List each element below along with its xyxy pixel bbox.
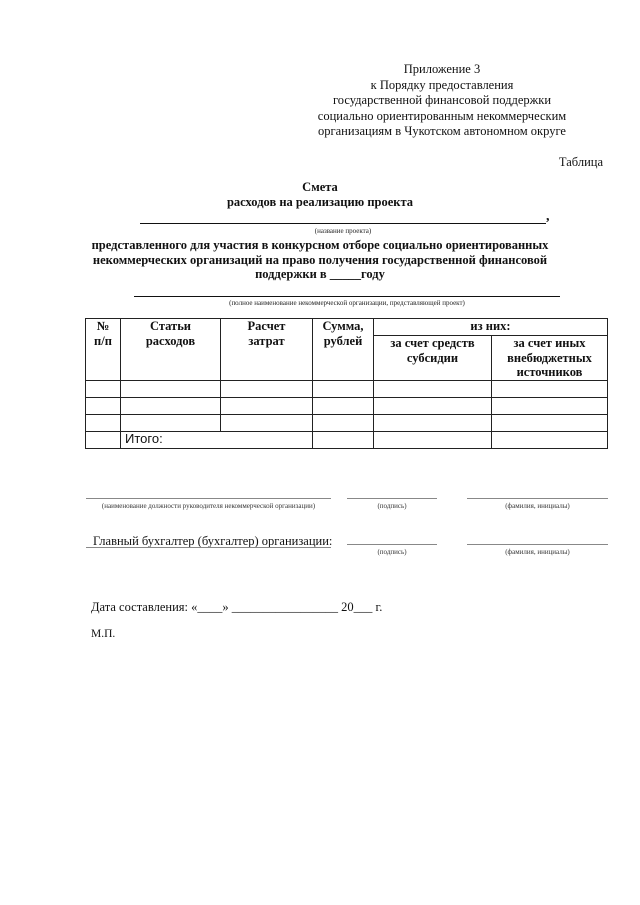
table-cell[interactable] bbox=[313, 414, 374, 431]
accountant-name-line[interactable] bbox=[467, 544, 608, 545]
table-cell[interactable] bbox=[313, 397, 374, 414]
table-label: Таблица bbox=[558, 155, 603, 169]
total-other-cell[interactable] bbox=[492, 431, 608, 448]
title-comma: , bbox=[546, 209, 550, 224]
organization-name-line[interactable] bbox=[134, 296, 560, 297]
head-name-caption: (фамилия, инициалы) bbox=[505, 502, 570, 510]
table-cell[interactable] bbox=[121, 414, 221, 431]
represented-line: некоммерческих организаций на право получения государственной финансовой bbox=[92, 252, 548, 267]
appendix-line: организациям в Чукотском автономном округе bbox=[318, 124, 566, 138]
accountant-name-caption: (фамилия, инициалы) bbox=[505, 548, 570, 556]
table-cell[interactable] bbox=[492, 380, 608, 397]
appendix-header bbox=[292, 62, 592, 140]
document-subtitle: расходов на реализацию проекта bbox=[226, 195, 414, 209]
head-position-line[interactable] bbox=[86, 498, 331, 499]
chief-accountant-label: Главный бухгалтер (бухгалтер) организации: bbox=[93, 534, 333, 548]
table-cell[interactable] bbox=[86, 431, 121, 448]
header-other-sources: за счет иных внебюджетных источников bbox=[492, 336, 608, 381]
table-cell[interactable] bbox=[492, 414, 608, 431]
date-line[interactable]: Дата составления: «____» _________________ 20___ г. bbox=[91, 600, 383, 614]
chief-accountant-underline bbox=[86, 547, 331, 548]
project-name-caption: (название проекта) bbox=[314, 227, 372, 235]
total-row bbox=[86, 431, 608, 448]
total-subsidy-cell[interactable] bbox=[374, 431, 492, 448]
appendix-line: государственной финансовой поддержки bbox=[332, 93, 552, 107]
organization-name-caption: (полное наименование некоммерческой организации, представляющей проект) bbox=[229, 299, 465, 307]
header-calc: Расчет затрат bbox=[221, 319, 313, 381]
appendix-line: Приложение 3 bbox=[403, 62, 481, 76]
total-sum-cell[interactable] bbox=[313, 431, 374, 448]
header-num: № п/п bbox=[86, 319, 121, 381]
accountant-signature-line[interactable] bbox=[347, 544, 437, 545]
header-sum: Сумма, рублей bbox=[313, 319, 374, 381]
appendix-line: к Порядку предоставления bbox=[370, 77, 514, 92]
appendix-line: социально ориентированным некоммерческим bbox=[317, 108, 567, 123]
head-position-caption: (наименование должности руководителя некоммерческой организации) bbox=[101, 502, 316, 510]
head-signature-line[interactable] bbox=[347, 498, 437, 499]
project-name-line[interactable] bbox=[140, 223, 546, 224]
header-of-which: из них: bbox=[374, 319, 608, 336]
table-cell[interactable] bbox=[374, 397, 492, 414]
table-row bbox=[86, 380, 608, 397]
table-cell[interactable] bbox=[221, 380, 313, 397]
table-cell[interactable] bbox=[86, 397, 121, 414]
table-cell[interactable] bbox=[374, 380, 492, 397]
table-cell[interactable] bbox=[492, 397, 608, 414]
table-row bbox=[86, 397, 608, 414]
estimate-table bbox=[85, 318, 608, 449]
table-cell[interactable] bbox=[121, 397, 221, 414]
head-name-line[interactable] bbox=[467, 498, 608, 499]
represented-text bbox=[40, 238, 600, 282]
total-label: Итого: bbox=[121, 431, 313, 448]
table-cell[interactable] bbox=[86, 380, 121, 397]
stamp-place: М.П. bbox=[91, 628, 116, 640]
header-subsidy: за счет средств субсидии bbox=[374, 336, 492, 381]
table-cell[interactable] bbox=[221, 397, 313, 414]
table-cell[interactable] bbox=[221, 414, 313, 431]
header-items: Статьи расходов bbox=[121, 319, 221, 381]
head-signature-caption: (подпись) bbox=[377, 502, 407, 510]
represented-line: поддержки в _____году bbox=[255, 267, 385, 281]
document-title: Смета bbox=[302, 180, 338, 194]
represented-line: представленного для участия в конкурсном отборе социально ориентированных bbox=[91, 238, 549, 252]
table-row bbox=[86, 414, 608, 431]
table-cell[interactable] bbox=[86, 414, 121, 431]
table-cell[interactable] bbox=[374, 414, 492, 431]
accountant-signature-caption: (подпись) bbox=[377, 548, 407, 556]
table-cell[interactable] bbox=[121, 380, 221, 397]
table-cell[interactable] bbox=[313, 380, 374, 397]
